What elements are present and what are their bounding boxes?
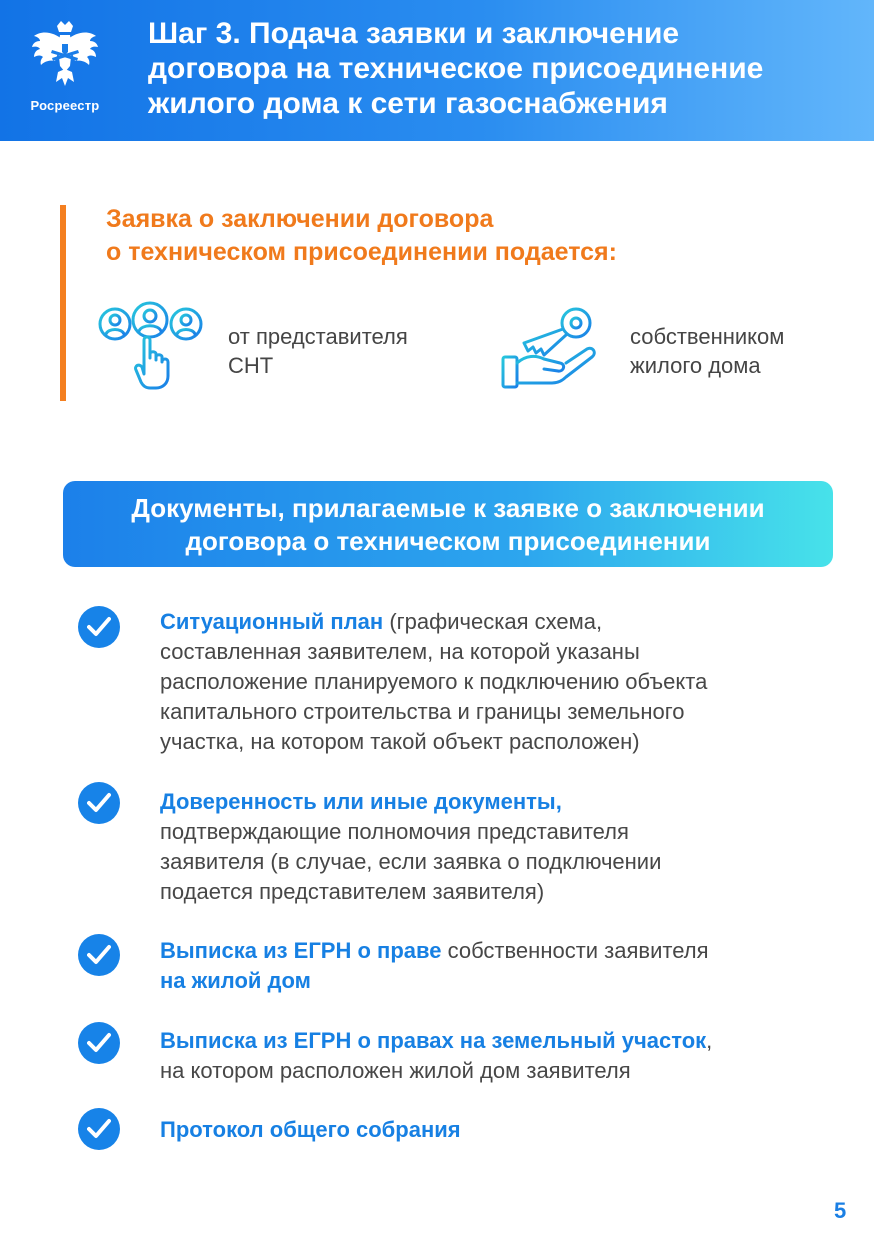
rosreestr-logo	[24, 20, 106, 120]
document-highlight-text: Ситуационный план	[160, 609, 384, 634]
document-item-line	[160, 667, 810, 697]
check-icon	[78, 606, 120, 648]
applicant-text-line: собственником	[630, 324, 785, 349]
document-highlight-text: Выписка из ЕГРН о правах на земельный участок	[160, 1028, 707, 1053]
check-icon	[78, 1108, 120, 1150]
applicant-snt	[98, 300, 458, 392]
document-item-line	[160, 817, 810, 847]
eagle-emblem-icon	[30, 20, 100, 92]
applicant-owner	[500, 303, 840, 395]
documents-banner-line: договора о техническом присоединении	[185, 526, 711, 556]
applicant-snt-text	[228, 322, 408, 380]
document-item-text	[160, 607, 810, 757]
document-highlight-text: на жилой дом	[160, 968, 311, 993]
logo-text: Росреестр	[30, 98, 100, 113]
document-plain-text: расположение планируемого к подключению объекта	[160, 669, 708, 694]
document-plain-text: составленная заявителем, на которой указаны	[160, 639, 640, 664]
document-item-text	[160, 1026, 810, 1086]
page-title-line: жилого дома к сети газоснабжения	[148, 87, 668, 120]
page-title-line: договора на техническое присоединение	[148, 52, 764, 85]
applicant-text-line: жилого дома	[630, 353, 761, 378]
section-title-line: Заявка о заключении договора	[106, 205, 494, 233]
applicant-text-line: от представителя	[228, 324, 408, 349]
document-plain-text: собственности заявителя	[441, 938, 709, 963]
page-title-line: Шаг 3. Подача заявки и заключение	[148, 17, 680, 50]
document-plain-text: подтверждающие полномочия представителя	[160, 819, 629, 844]
application-section-title	[106, 203, 617, 269]
page-number: 5	[834, 1198, 847, 1223]
document-plain-text: капитального строительства и границы земельного	[160, 699, 685, 724]
page-title	[148, 16, 860, 121]
document-highlight-text: Выписка из ЕГРН о праве	[160, 938, 442, 963]
document-item-line	[160, 877, 810, 907]
page-header	[0, 0, 874, 141]
documents-banner	[63, 481, 833, 567]
applicant-text-line: СНТ	[228, 353, 274, 378]
check-icon	[78, 782, 120, 824]
document-plain-text: на котором расположен жилой дом заявителя	[160, 1058, 631, 1083]
document-item-line	[160, 1056, 810, 1086]
document-item-line	[160, 847, 810, 877]
document-item-line	[160, 1115, 810, 1145]
documents-banner-line: Документы, прилагаемые к заявке о заключении	[131, 493, 765, 523]
check-icon	[78, 1022, 120, 1064]
check-icon	[78, 934, 120, 976]
group-people-hand-icon	[98, 300, 204, 392]
document-item-line	[160, 936, 810, 966]
document-item-text	[160, 936, 810, 996]
document-highlight-text: Доверенность или иные документы,	[160, 789, 562, 814]
document-plain-text: ,	[706, 1028, 713, 1053]
document-item-line	[160, 607, 810, 637]
document-item-text	[160, 787, 810, 907]
document-plain-text: подается представителем заявителя)	[160, 879, 545, 904]
document-item-text	[160, 1115, 810, 1145]
document-highlight-text: Протокол общего собрания	[160, 1117, 461, 1142]
document-item-line	[160, 727, 810, 757]
document-item-line	[160, 637, 810, 667]
document-item-line	[160, 966, 810, 996]
document-plain-text: заявителя (в случае, если заявка о подключении	[160, 849, 662, 874]
key-hand-icon	[500, 303, 602, 393]
section-accent-bar	[60, 205, 66, 401]
section-title-line: о техническом присоединении подается:	[106, 238, 617, 266]
document-item-line	[160, 787, 810, 817]
document-item-line	[160, 697, 810, 727]
document-item-line	[160, 1026, 810, 1056]
document-plain-text: участка, на котором такой объект расположен)	[160, 729, 640, 754]
document-plain-text: (графическая схема,	[383, 609, 603, 634]
applicant-owner-text	[630, 322, 784, 380]
